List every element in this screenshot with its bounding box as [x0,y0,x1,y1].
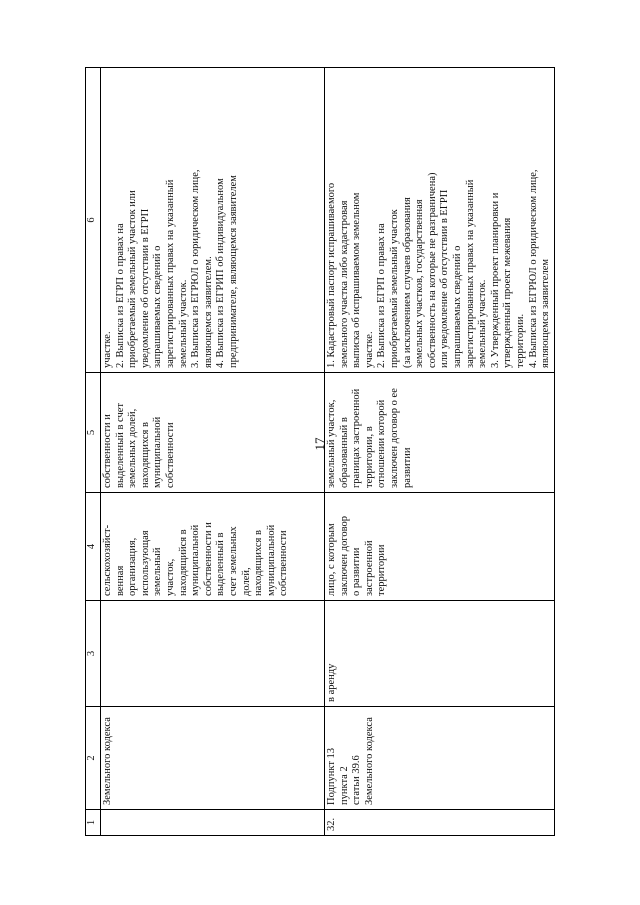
land-plot-cell: собственности и выделенный в счет земельных долей, находящихся в муниципальной собственности [101,373,325,493]
documents-cell: участке. 2. Выписка из ЕГРП о правах на приобретаемый земельный участок или уведомление об отсутствии в ЕГРП запрашиваемых сведений о зарегистрированных правах на указанный земельный участок. 3. Выписка из ЕГРЮЛ о юридическом лице, являющемся заявителем. 4. Выписка из ЕГРИП об индивидуальном предпринимателе, являющемся заявителем [101,68,325,373]
row-number-cell: 32. [325,810,555,836]
page-number: 17 [312,437,327,451]
document-table [85,67,555,836]
legal-basis-cell: Подпункт 13 пункта 2 статьи 39.6 Земельного кодекса [325,707,555,810]
header-row [86,68,101,836]
land-plot-cell: земельный участок, образованный в границах застроенной территории, в отношении которой заключен договор о ее развитии [325,373,555,493]
table-row [325,68,555,836]
grant-type-cell [101,601,325,707]
header-cell: 3 [86,601,101,707]
document-sheet [85,68,555,836]
header-cell: 6 [86,68,101,373]
header-cell: 4 [86,493,101,601]
table-row [101,68,325,836]
applicant-cell: сельскохозяйст- венная организация, использующая земельный участок, находящийся в муниципальной собственности и выделенный в счет земельных долей, находящихся в муниципальной собственности [101,493,325,601]
grant-type-cell: в аренду [325,601,555,707]
applicant-cell: лицо, с которым заключен договор о развитии застроенной территории [325,493,555,601]
header-cell: 5 [86,373,101,493]
documents-cell: 1. Кадастровый паспорт испрашиваемого земельного участка либо кадастровая выписка об испрашиваемом земельном участке. 2. Выписка из ЕГРП о правах на приобретаемый земельный участок (за исключением случаев образования земельных участков, государственная собственность на которые не разграничена) или уведомление об отсутствии в ЕГРП запрашиваемых сведений о зарегистрированных правах на указанный земельный участок. 3. Утвержденный проект планировки и утвержденный проект межевания территории. 4. Выписка из ЕГРЮЛ о юридическом лице, являющемся заявителем [325,68,555,373]
row-number-cell [101,810,325,836]
legal-basis-cell: Земельного кодекса [101,707,325,810]
header-cell: 1 [86,810,101,836]
header-cell: 2 [86,707,101,810]
